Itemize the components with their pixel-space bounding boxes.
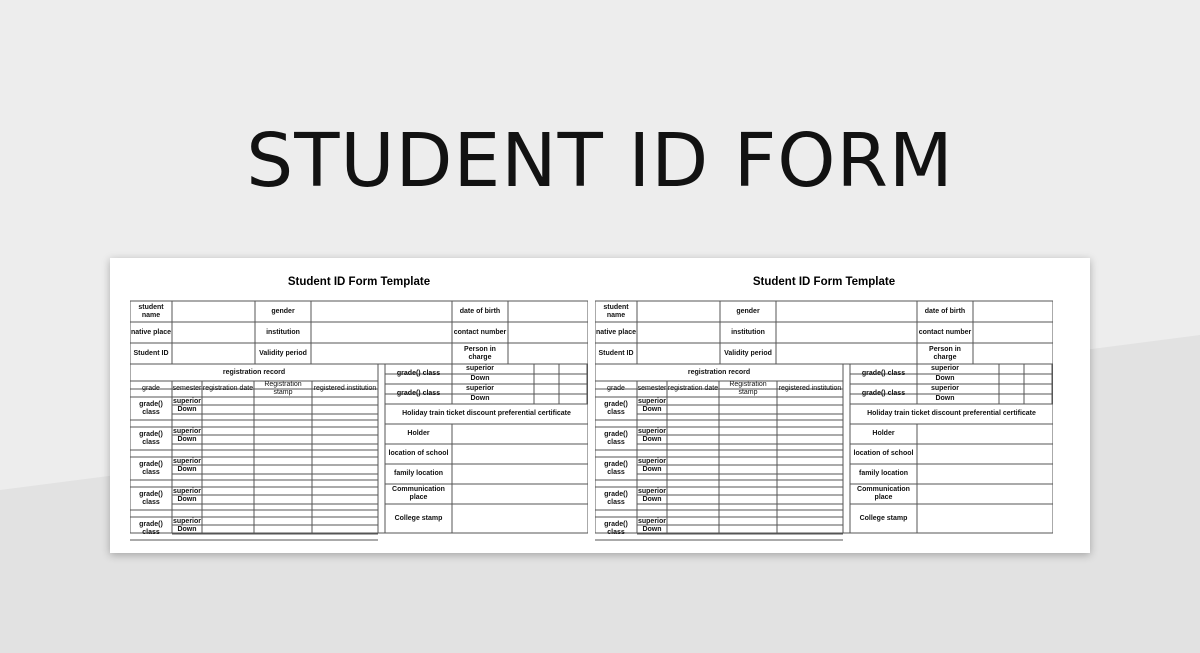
down-label: Down: [642, 435, 662, 443]
superior-label: superior: [637, 487, 666, 495]
registration-header-4: registered institution: [313, 385, 377, 393]
grade-class-label: grade() class: [396, 390, 441, 398]
registration-record-title: registration record: [687, 368, 751, 376]
superior-label: superior: [172, 427, 201, 435]
down-label: Down: [177, 405, 197, 413]
superior-label: superior: [637, 457, 666, 465]
grade-class-label: grade() class: [139, 430, 163, 446]
down-label: Down: [177, 525, 197, 533]
registration-header-0: grade: [142, 385, 160, 393]
down-label: Down: [935, 375, 955, 383]
gender-label: gender: [736, 307, 760, 315]
gender-label: gender: [271, 307, 295, 315]
person-in-charge-label: Person in charge: [464, 345, 496, 361]
contact-number-label: contact number: [918, 328, 972, 336]
down-label: Down: [470, 395, 490, 403]
grade-class-label: grade() class: [604, 490, 628, 506]
native-place-label: native place: [595, 328, 637, 336]
grade-class-label: grade() class: [396, 370, 441, 378]
down-label: Down: [642, 525, 662, 533]
date-of-birth-label: date of birth: [459, 307, 501, 315]
location-of-school-label: location of school: [853, 450, 914, 458]
registration-header-1: semester: [172, 385, 202, 393]
registration-header-3: Registration stamp: [729, 381, 767, 396]
superior-label: superior: [465, 385, 494, 393]
superior-label: superior: [172, 487, 201, 495]
superior-label: superior: [930, 365, 959, 373]
superior-label: superior: [172, 397, 201, 405]
holder-label: Holder: [872, 430, 895, 438]
student-id-form-left: [130, 258, 588, 553]
contact-number-label: contact number: [453, 328, 507, 336]
communication-place-label: Communication place: [392, 486, 445, 501]
grade-class-label: grade() class: [861, 370, 906, 378]
college-stamp-label: College stamp: [859, 514, 908, 522]
registration-header-3: Registration stamp: [264, 381, 302, 396]
location-of-school-label: location of school: [388, 450, 449, 458]
grade-class-label: grade() class: [139, 460, 163, 476]
grade-class-label: grade() class: [604, 520, 628, 536]
form-title: Student ID Form Template: [287, 276, 431, 288]
native-place-label: native place: [130, 328, 172, 336]
superior-label: superior: [172, 457, 201, 465]
student-name-label: student name: [138, 303, 164, 319]
grade-class-label: grade() class: [604, 460, 628, 476]
validity-period-label: Validity period: [259, 349, 307, 357]
student-name-label: student name: [603, 303, 629, 319]
institution-label: institution: [266, 328, 300, 336]
institution-label: institution: [731, 328, 765, 336]
college-stamp-label: College stamp: [394, 514, 443, 522]
student-id-label: Student ID: [133, 349, 169, 357]
superior-label: superior: [172, 517, 201, 525]
down-label: Down: [642, 465, 662, 473]
family-location-label: family location: [858, 470, 908, 478]
down-label: Down: [935, 395, 955, 403]
registration-header-4: registered institution: [778, 385, 842, 393]
person-in-charge-label: Person in charge: [929, 345, 961, 361]
down-label: Down: [470, 375, 490, 383]
down-label: Down: [642, 495, 662, 503]
family-location-label: family location: [393, 470, 443, 478]
registration-header-2: registration date: [202, 385, 254, 393]
superior-label: superior: [637, 397, 666, 405]
superior-label: superior: [637, 427, 666, 435]
superior-label: superior: [930, 385, 959, 393]
grade-class-label: grade() class: [139, 490, 163, 506]
superior-label: superior: [465, 365, 494, 373]
page-title: STUDENT ID FORM: [246, 118, 954, 204]
certificate-title: Holiday train ticket discount preferential certificate: [402, 410, 571, 418]
registration-header-2: registration date: [667, 385, 719, 393]
registration-record-title: registration record: [222, 368, 286, 376]
registration-header-0: grade: [607, 385, 625, 393]
down-label: Down: [177, 495, 197, 503]
holder-label: Holder: [407, 430, 430, 438]
communication-place-label: Communication place: [857, 486, 910, 501]
certificate-title: Holiday train ticket discount preferential certificate: [867, 410, 1036, 418]
down-label: Down: [177, 465, 197, 473]
form-sheet: [110, 258, 1090, 553]
student-id-form-right: [595, 258, 1053, 553]
grade-class-label: grade() class: [604, 430, 628, 446]
registration-header-1: semester: [637, 385, 667, 393]
form-title: Student ID Form Template: [752, 276, 896, 288]
grade-class-label: grade() class: [139, 520, 163, 536]
grade-class-label: grade() class: [139, 400, 163, 416]
grade-class-label: grade() class: [861, 390, 906, 398]
superior-label: superior: [637, 517, 666, 525]
student-id-label: Student ID: [598, 349, 634, 357]
date-of-birth-label: date of birth: [924, 307, 966, 315]
down-label: Down: [642, 405, 662, 413]
down-label: Down: [177, 435, 197, 443]
grade-class-label: grade() class: [604, 400, 628, 416]
validity-period-label: Validity period: [724, 349, 772, 357]
